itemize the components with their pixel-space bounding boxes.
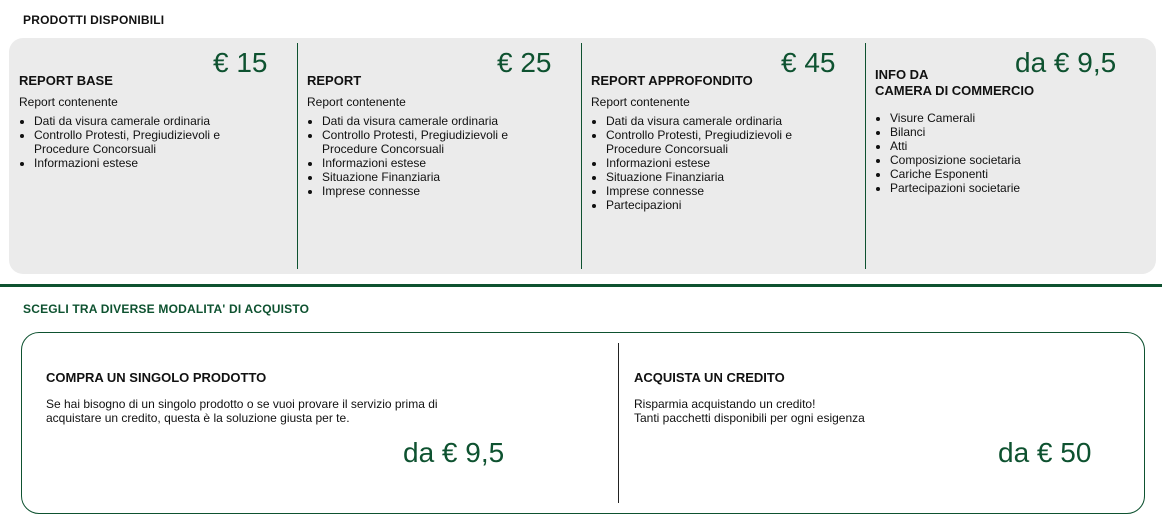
feature-item: • Partecipazioni societarie	[890, 181, 1110, 195]
option-description-line1: Se hai bisogno di un singolo prodotto o se vuoi provare il servizio prima di	[46, 397, 438, 411]
feature-item: • Imprese connesse	[606, 184, 826, 198]
product-description: Report contenente	[307, 95, 406, 109]
feature-item: • Visure Camerali	[890, 111, 1110, 125]
feature-item: • Controllo Protesti, Pregiudizievoli e Procedure Concorsuali	[606, 128, 826, 156]
feature-item: • Situazione Finanziaria	[322, 170, 542, 184]
option-price: da € 9,5	[403, 437, 505, 468]
feature-item: • Composizione societaria	[890, 153, 1110, 167]
products-section-title: PRODOTTI DISPONIBILI	[23, 13, 165, 27]
feature-item: • Situazione Finanziaria	[606, 170, 826, 184]
product-name: REPORT APPROFONDITO	[591, 73, 753, 88]
option-description	[634, 397, 865, 425]
feature-item: • Partecipazioni	[606, 198, 826, 212]
product-description: Report contenente	[591, 95, 690, 109]
feature-item: • Controllo Protesti, Pregiudizievoli e Procedure Concorsuali	[322, 128, 542, 156]
product-price: da € 9,5	[1015, 47, 1117, 78]
feature-item: • Dati da visura camerale ordinaria	[606, 114, 826, 128]
feature-list	[307, 114, 542, 198]
option-description-line1: Risparmia acquistando un credito!	[634, 397, 816, 411]
feature-item: • Imprese connesse	[322, 184, 542, 198]
feature-list	[591, 114, 826, 212]
product-price: € 15	[213, 47, 268, 78]
option-price: da € 50	[998, 437, 1092, 468]
product-price: € 25	[497, 47, 552, 78]
product-description: Report contenente	[19, 95, 118, 109]
feature-item: • Bilanci	[890, 125, 1110, 139]
option-description	[46, 397, 438, 425]
purchase-options-panel	[21, 332, 1145, 514]
option-description-line2: acquistare un credito, questa è la soluzione giusta per te.	[46, 411, 350, 425]
feature-item: • Dati da visura camerale ordinaria	[34, 114, 254, 128]
product-card-camera-commercio[interactable]	[865, 43, 1149, 269]
feature-list	[19, 114, 254, 170]
section-divider	[0, 284, 1162, 287]
option-single-product[interactable]	[22, 333, 618, 513]
option-title: COMPRA UN SINGOLO PRODOTTO	[46, 370, 267, 385]
option-credit[interactable]	[619, 333, 1143, 513]
product-price: € 45	[781, 47, 836, 78]
product-card-report-base[interactable]	[9, 43, 293, 269]
option-description-line2: Tanti pacchetti disponibili per ogni esigenza	[634, 411, 865, 425]
product-name-line1: INFO DA	[875, 67, 929, 82]
feature-item: • Controllo Protesti, Pregiudizievoli e Procedure Concorsuali	[34, 128, 254, 156]
feature-list	[875, 111, 1110, 195]
feature-item: • Dati da visura camerale ordinaria	[322, 114, 542, 128]
feature-item: • Informazioni estese	[606, 156, 826, 170]
feature-item: • Atti	[890, 139, 1110, 153]
product-name: REPORT	[307, 73, 362, 88]
product-name: REPORT BASE	[19, 73, 113, 88]
products-panel	[9, 38, 1156, 274]
purchase-section-title: SCEGLI TRA DIVERSE MODALITA' DI ACQUISTO	[23, 302, 310, 316]
product-name	[875, 67, 1034, 99]
product-card-report-approfondito[interactable]	[581, 43, 865, 269]
product-name-line2: CAMERA DI COMMERCIO	[875, 83, 1035, 98]
feature-item: • Informazioni estese	[34, 156, 254, 170]
product-card-report[interactable]	[297, 43, 581, 269]
feature-item: • Cariche Esponenti	[890, 167, 1110, 181]
option-title: ACQUISTA UN CREDITO	[634, 370, 785, 385]
feature-item: • Informazioni estese	[322, 156, 542, 170]
